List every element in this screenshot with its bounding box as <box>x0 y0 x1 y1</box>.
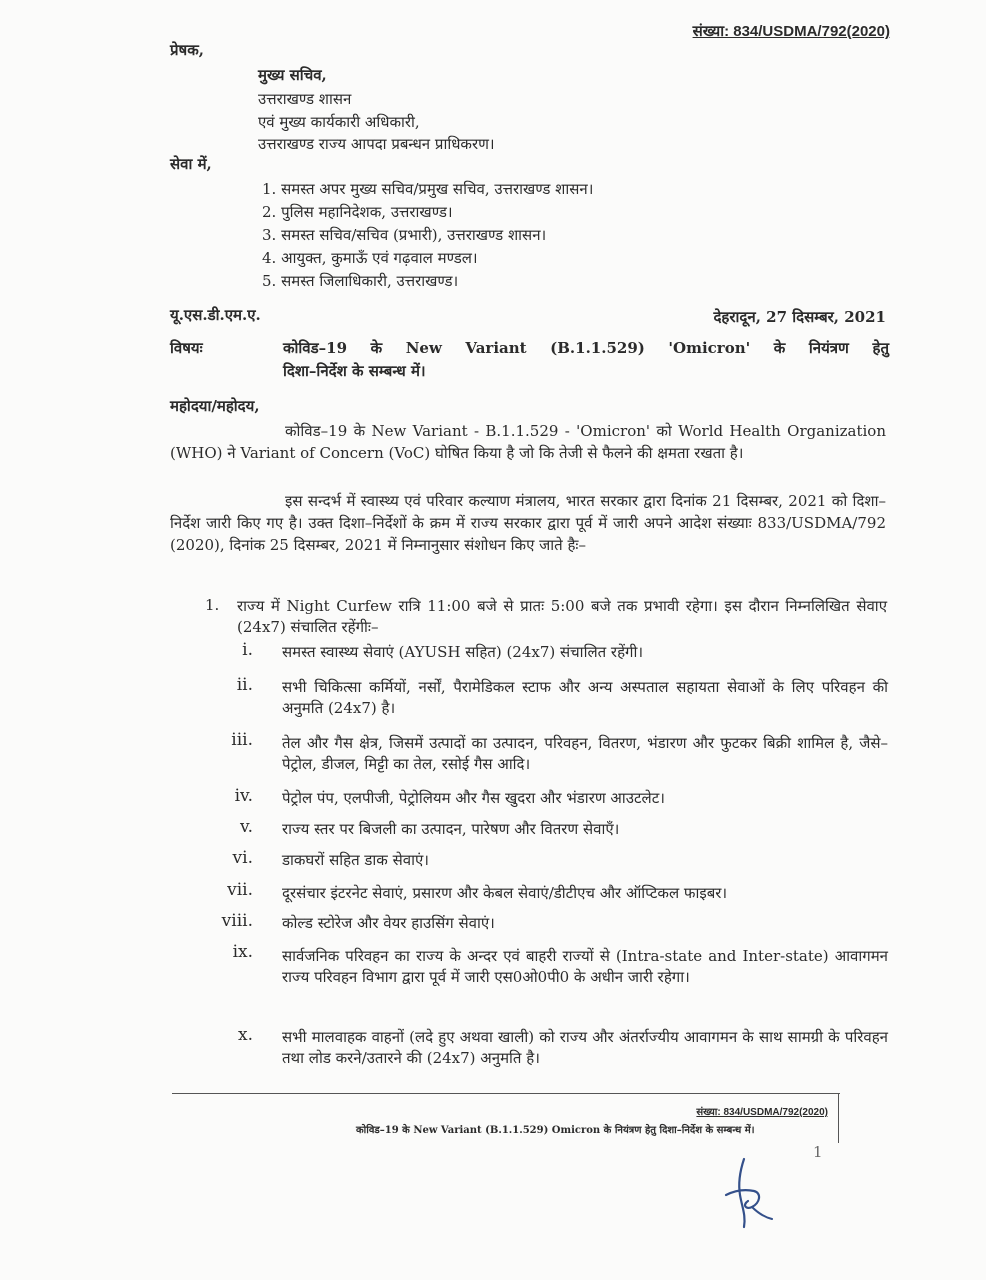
sender-line-3: उत्तराखण्ड राज्य आपदा प्रबन्धन प्राधिकरण। <box>258 135 495 153</box>
sub-item-numeral: iii. <box>231 730 253 750</box>
sender-line-2: एवं मुख्य कार्यकारी अधिकारी, <box>258 113 420 131</box>
sub-item-numeral: viii. <box>221 911 253 931</box>
sub-item-numeral: vii. <box>227 880 253 900</box>
sub-item-numeral: i. <box>242 640 253 660</box>
sub-item-text: दूरसंचार इंटरनेट सेवाएं, प्रसारण और केबल सेवाएं/डीटीएच और ऑप्टिकल फाइबर। <box>282 884 728 902</box>
footer-divider <box>172 1093 840 1094</box>
recipient-item: 4. आयुक्त, कुमाऊँ एवं गढ़वाल मण्डल। <box>262 249 478 267</box>
point-number: 1. <box>205 596 220 614</box>
sub-item-text: कोल्ड स्टोरेज और वेयर हाउसिंग सेवाएं। <box>282 914 495 932</box>
sub-item-numeral: ii. <box>236 675 253 695</box>
sender-line-1: उत्तराखण्ड शासन <box>258 90 352 108</box>
from-label: प्रेषक, <box>170 41 204 59</box>
page-number: 1 <box>813 1143 823 1161</box>
sub-item-text: तेल और गैस क्षेत्र, जिसमें उत्पादों का उत्पादन, परिवहन, वितरण, भंडारण और फुटकर बिक्री शामिल है, जैसे–पेट्रोल, डीजल, मिट्टी का तेल, रसोई गैस आदि। <box>282 734 888 773</box>
signature-mark <box>718 1155 778 1233</box>
sub-item-numeral: vi. <box>232 848 253 868</box>
recipient-item: 1. समस्त अपर मुख्य सचिव/प्रमुख सचिव, उत्तराखण्ड शासन। <box>262 180 594 198</box>
paragraph-intro <box>170 420 886 464</box>
footer-subject: कोविड–19 के New Variant (B.1.1.529) Omicron के नियंत्रण हेतु दिशा–निर्देश के सम्बन्ध में। <box>356 1125 755 1136</box>
salutation: महोदया/महोदय, <box>170 397 260 415</box>
sub-item-text: सभी चिकित्सा कर्मियों, नर्सों, पैरामेडिकल स्टाफ और अन्य अस्पताल सहायता सेवाओं के लिए परिवहन की अनुमति (24x7) है। <box>282 678 888 717</box>
sub-item-text: डाकघरों सहित डाक सेवाएं। <box>282 851 429 869</box>
footer-reference: संख्या: 834/USDMA/792(2020) <box>696 1107 828 1118</box>
point-text: राज्य में Night Curfew रात्रि 11:00 बजे से प्रातः 5:00 बजे तक प्रभावी रहेगा। इस दौरान निम्नलिखित सेवाए (24x7) संचालित रहेंगीः– <box>237 597 887 636</box>
place-date: देहरादून, 27 दिसम्बर, 2021 <box>713 308 886 326</box>
recipient-item: 2. पुलिस महानिदेशक, उत्तराखण्ड। <box>262 203 453 221</box>
sub-item-numeral: v. <box>240 817 253 837</box>
footer-vertical-divider <box>838 1093 839 1143</box>
paragraph-intro-text: कोविड–19 के New Variant - B.1.1.529 - 'Omicron' को World Health Organization (WHO) ने Variant of Concern (VoC) घोषित किया है जो कि तेजी से फैलने की क्षमता रखता है। <box>170 422 886 462</box>
sub-item-numeral: x. <box>238 1025 253 1045</box>
sender-designation: मुख्य सचिव, <box>258 66 327 84</box>
paragraph-directive <box>170 490 886 556</box>
sub-item-text: समस्त स्वास्थ्य सेवाएं (AYUSH सहित) (24x7) संचालित रहेंगी। <box>282 643 644 661</box>
subject-line-2: दिशा–निर्देश के सम्बन्ध में। <box>283 362 426 380</box>
sub-item-numeral: ix. <box>232 942 253 962</box>
subject-label: विषयः <box>170 339 203 357</box>
office-code: यू.एस.डी.एम.ए. <box>170 306 261 324</box>
sub-item-text: राज्य स्तर पर बिजली का उत्पादन, पारेषण और वितरण सेवाएँ। <box>282 820 620 838</box>
sub-item-text: सभी मालवाहक वाहनों (लदे हुए अथवा खाली) को राज्य और अंतर्राज्यीय आवागमन के साथ सामग्री के परिवहन तथा लोड करने/उतारने की (24x7) अनुमति है। <box>282 1028 888 1067</box>
reference-number: संख्या: 834/USDMA/792(2020) <box>692 23 890 40</box>
sub-item-text: पेट्रोल पंप, एलपीजी, पेट्रोलियम और गैस खुदरा और भंडारण आउटलेट। <box>282 789 665 807</box>
paragraph-directive-text: इस सन्दर्भ में स्वास्थ्य एवं परिवार कल्याण मंत्रालय, भारत सरकार द्वारा दिनांक 21 दिसम्बर, 2021 को दिशा–निर्देश जारी किए गए है। उक्त दिशा–निर्देशों के क्रम में राज्य सरकार द्वारा पूर्व में जारी अपने आदेश संख्याः 833/USDMA/792 (2020), दिनांक 25 दिसम्बर, 2021 में निम्नानुसार संशोधन किए जाते हैः– <box>170 492 886 554</box>
sub-item-numeral: iv. <box>234 786 253 806</box>
subject-line-1: कोविड–19 के New Variant (B.1.1.529) 'Omicron' के नियंत्रण हेतु <box>283 339 889 357</box>
sub-item-text: सार्वजनिक परिवहन का राज्य के अन्दर एवं बाहरी राज्यों से (Intra-state and Inter-state) आवागमन राज्य परिवहन विभाग द्वारा पूर्व में जारी एस0ओ0पी0 के अधीन जारी रहेगा। <box>282 947 888 986</box>
recipient-item: 5. समस्त जिलाधिकारी, उत्तराखण्ड। <box>262 272 459 290</box>
to-label: सेवा में, <box>170 155 212 173</box>
recipient-item: 3. समस्त सचिव/सचिव (प्रभारी), उत्तराखण्ड शासन। <box>262 226 547 244</box>
